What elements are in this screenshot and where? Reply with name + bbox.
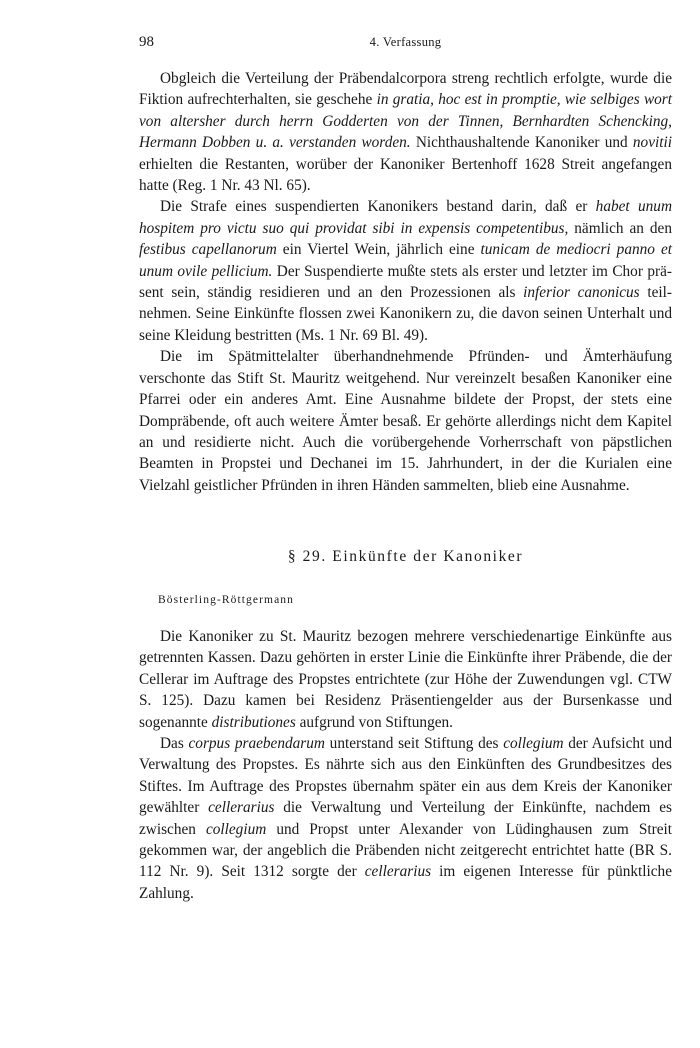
text-segment: Obgleich die Verteilung der Präbendalcorpora streng rechtlich erfolgte, wurde die Fiktion aufrechterhalten, sie geschehe — [139, 70, 672, 109]
chapter-title: 4. Verfassung — [369, 35, 442, 49]
paragraph — [139, 68, 672, 196]
text-segment: aufgrund von Stiftungen. — [295, 713, 453, 731]
body-text-lower — [139, 626, 672, 904]
text-segment: Die im Spätmittelalter überhandnehmende Pfründen- und Ämterhäufung verschonte das Stift St. Mauritz weitgehend. Nur vereinzelt besaßen Kanoniker eine Pfarrei oder ein anderes Amt. Eine Ausnahme bildete der Propst, der stets eine Dompräbende, oft auch weitere Ämter besaß. Er gehörte allerdings nicht dem Kapitel an und residierte nicht. Auch die vorübergehende Vorherrschaft von päpstlichen Beamten in Propstei und Dechanei im 15. Jahrhundert, in der die Kurialen eine Vielzahl geistlicher Pfründen in ihren Händen sammelten, blieb eine Ausnahme. — [139, 348, 672, 494]
paragraph — [139, 346, 672, 496]
latin-term: cellerarius — [364, 863, 432, 881]
latin-term: festibus capellanorum — [139, 241, 277, 259]
text-segment: der Aufsicht und Verwaltung des Propstes. Es nährte sich aus den Einkünften des Grundbesitzes des Stiftes. Im Auftrage des Propstes übernahm später ein aus dem Kreis der Kanoniker gewählter — [139, 735, 672, 817]
latin-term: corpus praebendarum — [188, 735, 325, 753]
latin-term: cellerarius — [208, 799, 275, 817]
section-author: Bösterling-Röttgermann — [158, 594, 294, 606]
text-segment: Die Kanoniker zu St. Mauritz bezogen mehrere verschiedenartige Einkünfte aus getrennten Kassen. Dazu gehörten in erster Linie die Einkünfte ihrer Präbende, die der Cellerar im Auftrage des Propstes entrichtete (zur Höhe der Zuwendungen vgl. CTW S. 125). Dazu kamen bei Residenz Präsentiengelder aus der Bursenkasse und sogenannte — [139, 628, 672, 731]
text-segment: nämlich an den — [568, 219, 672, 237]
text-segment: Der Suspendierte mußte stets als erster und letzter im Chor präsent sein, ständig residieren und an den Prozessionen als — [139, 262, 672, 302]
running-head — [139, 34, 672, 56]
text-segment: Das — [160, 735, 189, 753]
latin-term: collegium — [205, 820, 267, 838]
text-segment: Die Strafe eines suspendierten Kanonikers bestand darin, daß er — [160, 198, 596, 216]
text-segment: erhielten die Restanten, worüber der Kanoniker Bertenhoff 1628 Streit angefangen hatte (Reg. 1 Nr. 43 Nl. 65). — [139, 155, 672, 195]
text-segment: im eigenen Interesse für pünktliche Zahlung. — [139, 863, 672, 902]
latin-term: collegium — [503, 735, 564, 753]
text-segment: unterstand seit Stiftung des — [324, 735, 504, 753]
text-segment: teilnehmen. Seine Einkünfte flossen zwei Kanonikern zu, die davon seinen Unterhalt und seine Kleidung bestritten (Ms. 1 Nr. 69 Bl. 49). — [139, 284, 672, 344]
latin-quote: in gratia, hoc est in promptie, wie selbiges wort von altersher durch herrn Godderten von der Tinnen, Bernhardten Schencking, Hermann Dobben u. a. verstanden worden. — [139, 91, 672, 152]
paragraph — [139, 733, 672, 904]
latin-term: distributiones — [211, 713, 296, 731]
latin-term: inferior canonicus — [523, 284, 640, 302]
text-segment: Nichthaushaltende Kanoniker und — [410, 134, 633, 152]
latin-term: novitii — [632, 134, 672, 152]
paragraph — [139, 196, 672, 346]
text-segment: ein Viertel Wein, jährlich eine — [276, 241, 481, 259]
latin-quote: habet unum hospitem pro victu suo qui providat sibi in expensis competentibus, — [139, 198, 672, 237]
section-heading: § 29. Einkünfte der Kanoniker — [287, 548, 524, 565]
latin-quote: tunicam de mediocri panno et unum ovile pellicium. — [139, 241, 672, 280]
text-segment: die Verwaltung und Verteilung der Einkünfte, nachdem es zwischen — [139, 799, 672, 838]
text-segment: und Propst unter Alexander von Lüdinghausen zum Streit gekommen war, der angeblich die Präbenden nicht zeitgerecht entrichtet hatte (BR S. 112 Nr. 9). Seit 1312 sorgte der — [139, 820, 672, 881]
body-text-upper — [139, 68, 672, 496]
page-number: 98 — [139, 34, 154, 50]
paragraph — [139, 626, 672, 733]
